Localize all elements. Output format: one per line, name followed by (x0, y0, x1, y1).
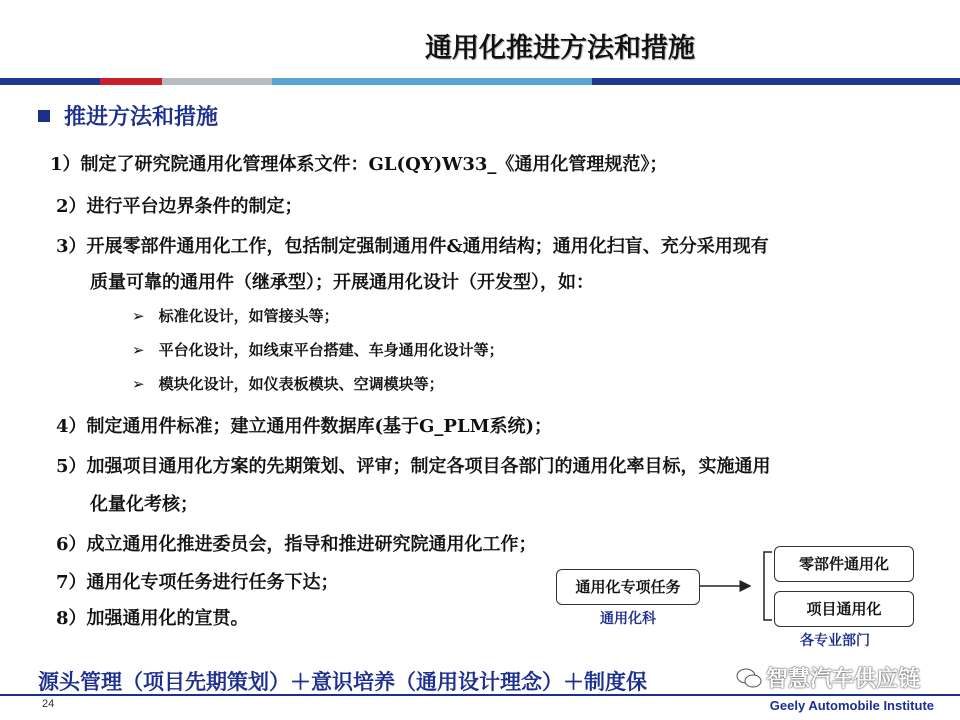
item-3-line-1: 3）开展零部件通用化工作，包括制定强制通用件&通用结构；通用化扫盲、充分采用现有 (56, 236, 769, 257)
arrow-bullet-icon: ➢ (132, 306, 145, 325)
target-caption: 各专业部门 (800, 633, 870, 649)
sub-item-2-text: 平台化设计，如线束平台搭建、车身通用化设计等； (158, 341, 504, 359)
watermark-text: 智慧汽车供应链 (766, 667, 921, 692)
item-8: 8）加强通用化的宣贯。 (56, 608, 249, 629)
page-title: 通用化推进方法和措施 (425, 33, 695, 64)
wechat-icon (736, 667, 762, 689)
sub-item-3-text: 模块化设计，如仪表板模块、空调模块等； (158, 375, 444, 393)
item-3-line-2: 质量可靠的通用件（继承型）；开展通用化设计（开发型），如： (90, 272, 594, 293)
item-6: 6）成立通用化推进委员会，指导和推进研究院通用化工作； (56, 534, 537, 555)
watermark (736, 662, 920, 693)
sub-item-1-text: 标准化设计，如管接头等； (158, 307, 339, 325)
arrow-bullet-icon: ➢ (132, 340, 145, 359)
item-5-line-1: 5）加强项目通用化方案的先期策划、评审；制定各项目各部门的通用化率目标，实施通用 (56, 456, 771, 477)
arrow-bullet-icon: ➢ (132, 374, 145, 393)
source-caption: 通用化科 (600, 611, 656, 627)
item-5-line-2: 化量化考核； (90, 494, 198, 515)
footer-divider (0, 694, 960, 696)
item-2: 2）进行平台边界条件的制定； (56, 196, 303, 217)
item-7: 7）通用化专项任务进行任务下达； (56, 572, 339, 593)
bottom-banner: 源头管理（项目先期策划）＋意识培养（通用设计理念）＋制度保 (38, 669, 647, 694)
bracket-icon (764, 552, 772, 620)
source-task-box: 通用化专项任务 (556, 569, 700, 605)
section-heading-text: 推进方法和措施 (64, 105, 219, 130)
organization-name: Geely Automobile Institute (769, 698, 934, 713)
target-box-project: 项目通用化 (774, 591, 914, 627)
item-1: 1）制定了研究院通用化管理体系文件：GL(QY)W33_《通用化管理规范》； (50, 154, 668, 175)
target-box-parts: 零部件通用化 (774, 546, 914, 582)
page-number: 24 (42, 698, 55, 710)
item-4: 4）制定通用件标准；建立通用件数据库(基于G_PLM系统)； (56, 416, 553, 437)
